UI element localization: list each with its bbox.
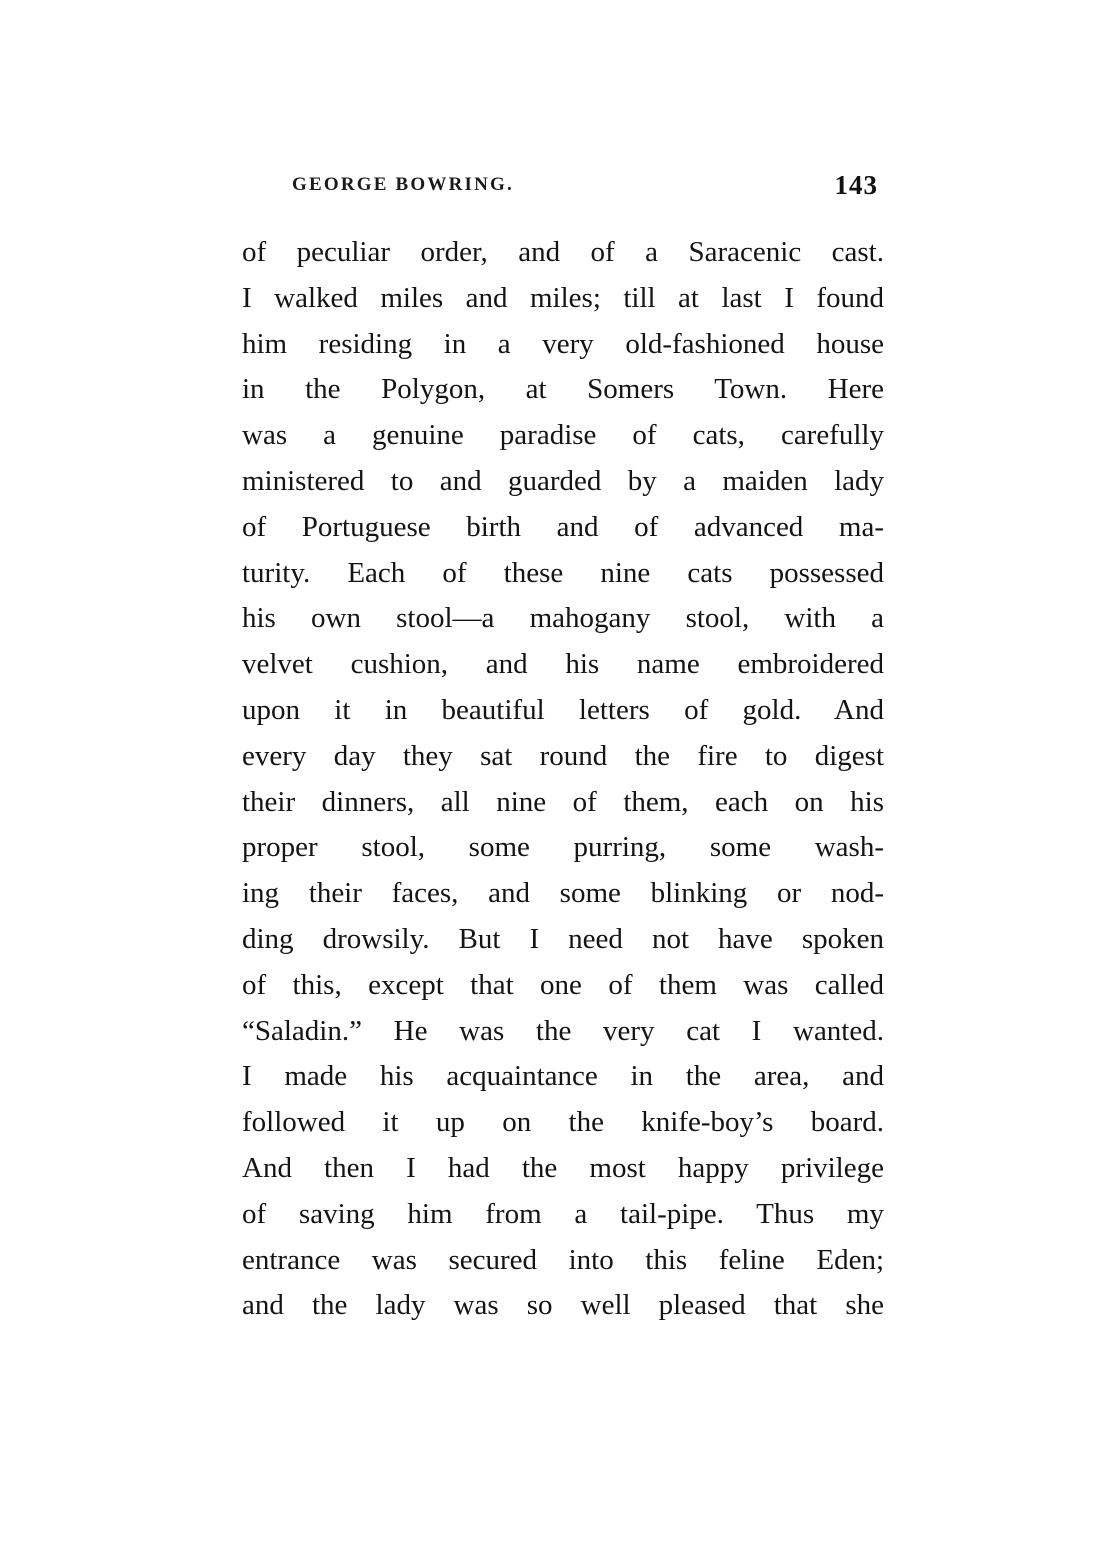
text-line: followed it up on the knife-boy’s board.: [242, 1106, 884, 1139]
text-line: of Portuguese birth and of advanced ma-: [242, 510, 884, 543]
text-line: turity. Each of these nine cats possessed: [242, 556, 884, 589]
text-line: ding drowsily. But I need not have spoken: [242, 922, 884, 955]
text-line: And then I had the most happy privilege: [242, 1151, 884, 1184]
page-number: 143: [834, 170, 878, 200]
running-head: [242, 170, 884, 210]
text-line: velvet cushion, and his name embroidered: [242, 648, 884, 681]
text-line: his own stool—a mahogany stool, with a: [242, 602, 884, 635]
text-line: in the Polygon, at Somers Town. Here: [242, 373, 884, 406]
text-line: upon it in beautiful letters of gold. And: [242, 693, 884, 726]
text-line: of peculiar order, and of a Saracenic cast.: [242, 236, 884, 268]
text-line: entrance was secured into this feline Eden;: [242, 1243, 884, 1276]
text-line: ing their faces, and some blinking or nod-: [242, 877, 884, 910]
text-line: I walked miles and miles; till at last I found: [242, 281, 884, 314]
running-title: GEORGE BOWRING.: [292, 174, 514, 195]
text-line: “Saladin.” He was the very cat I wanted.: [242, 1014, 884, 1047]
text-line: their dinners, all nine of them, each on his: [242, 785, 884, 818]
text-line: ministered to and guarded by a maiden lady: [242, 464, 884, 497]
text-line: every day they sat round the fire to digest: [242, 739, 884, 772]
text-line: of saving him from a tail-pipe. Thus my: [242, 1197, 884, 1230]
text-line: proper stool, some purring, some wash-: [242, 831, 884, 864]
text-line: I made his acquaintance in the area, and: [242, 1060, 884, 1093]
body-text: [242, 230, 884, 1329]
text-line: him residing in a very old-fashioned house: [242, 327, 884, 360]
text-line: of this, except that one of them was called: [242, 968, 884, 1001]
text-line: was a genuine paradise of cats, carefully: [242, 419, 884, 452]
text-line: and the lady was so well pleased that she: [242, 1289, 884, 1322]
